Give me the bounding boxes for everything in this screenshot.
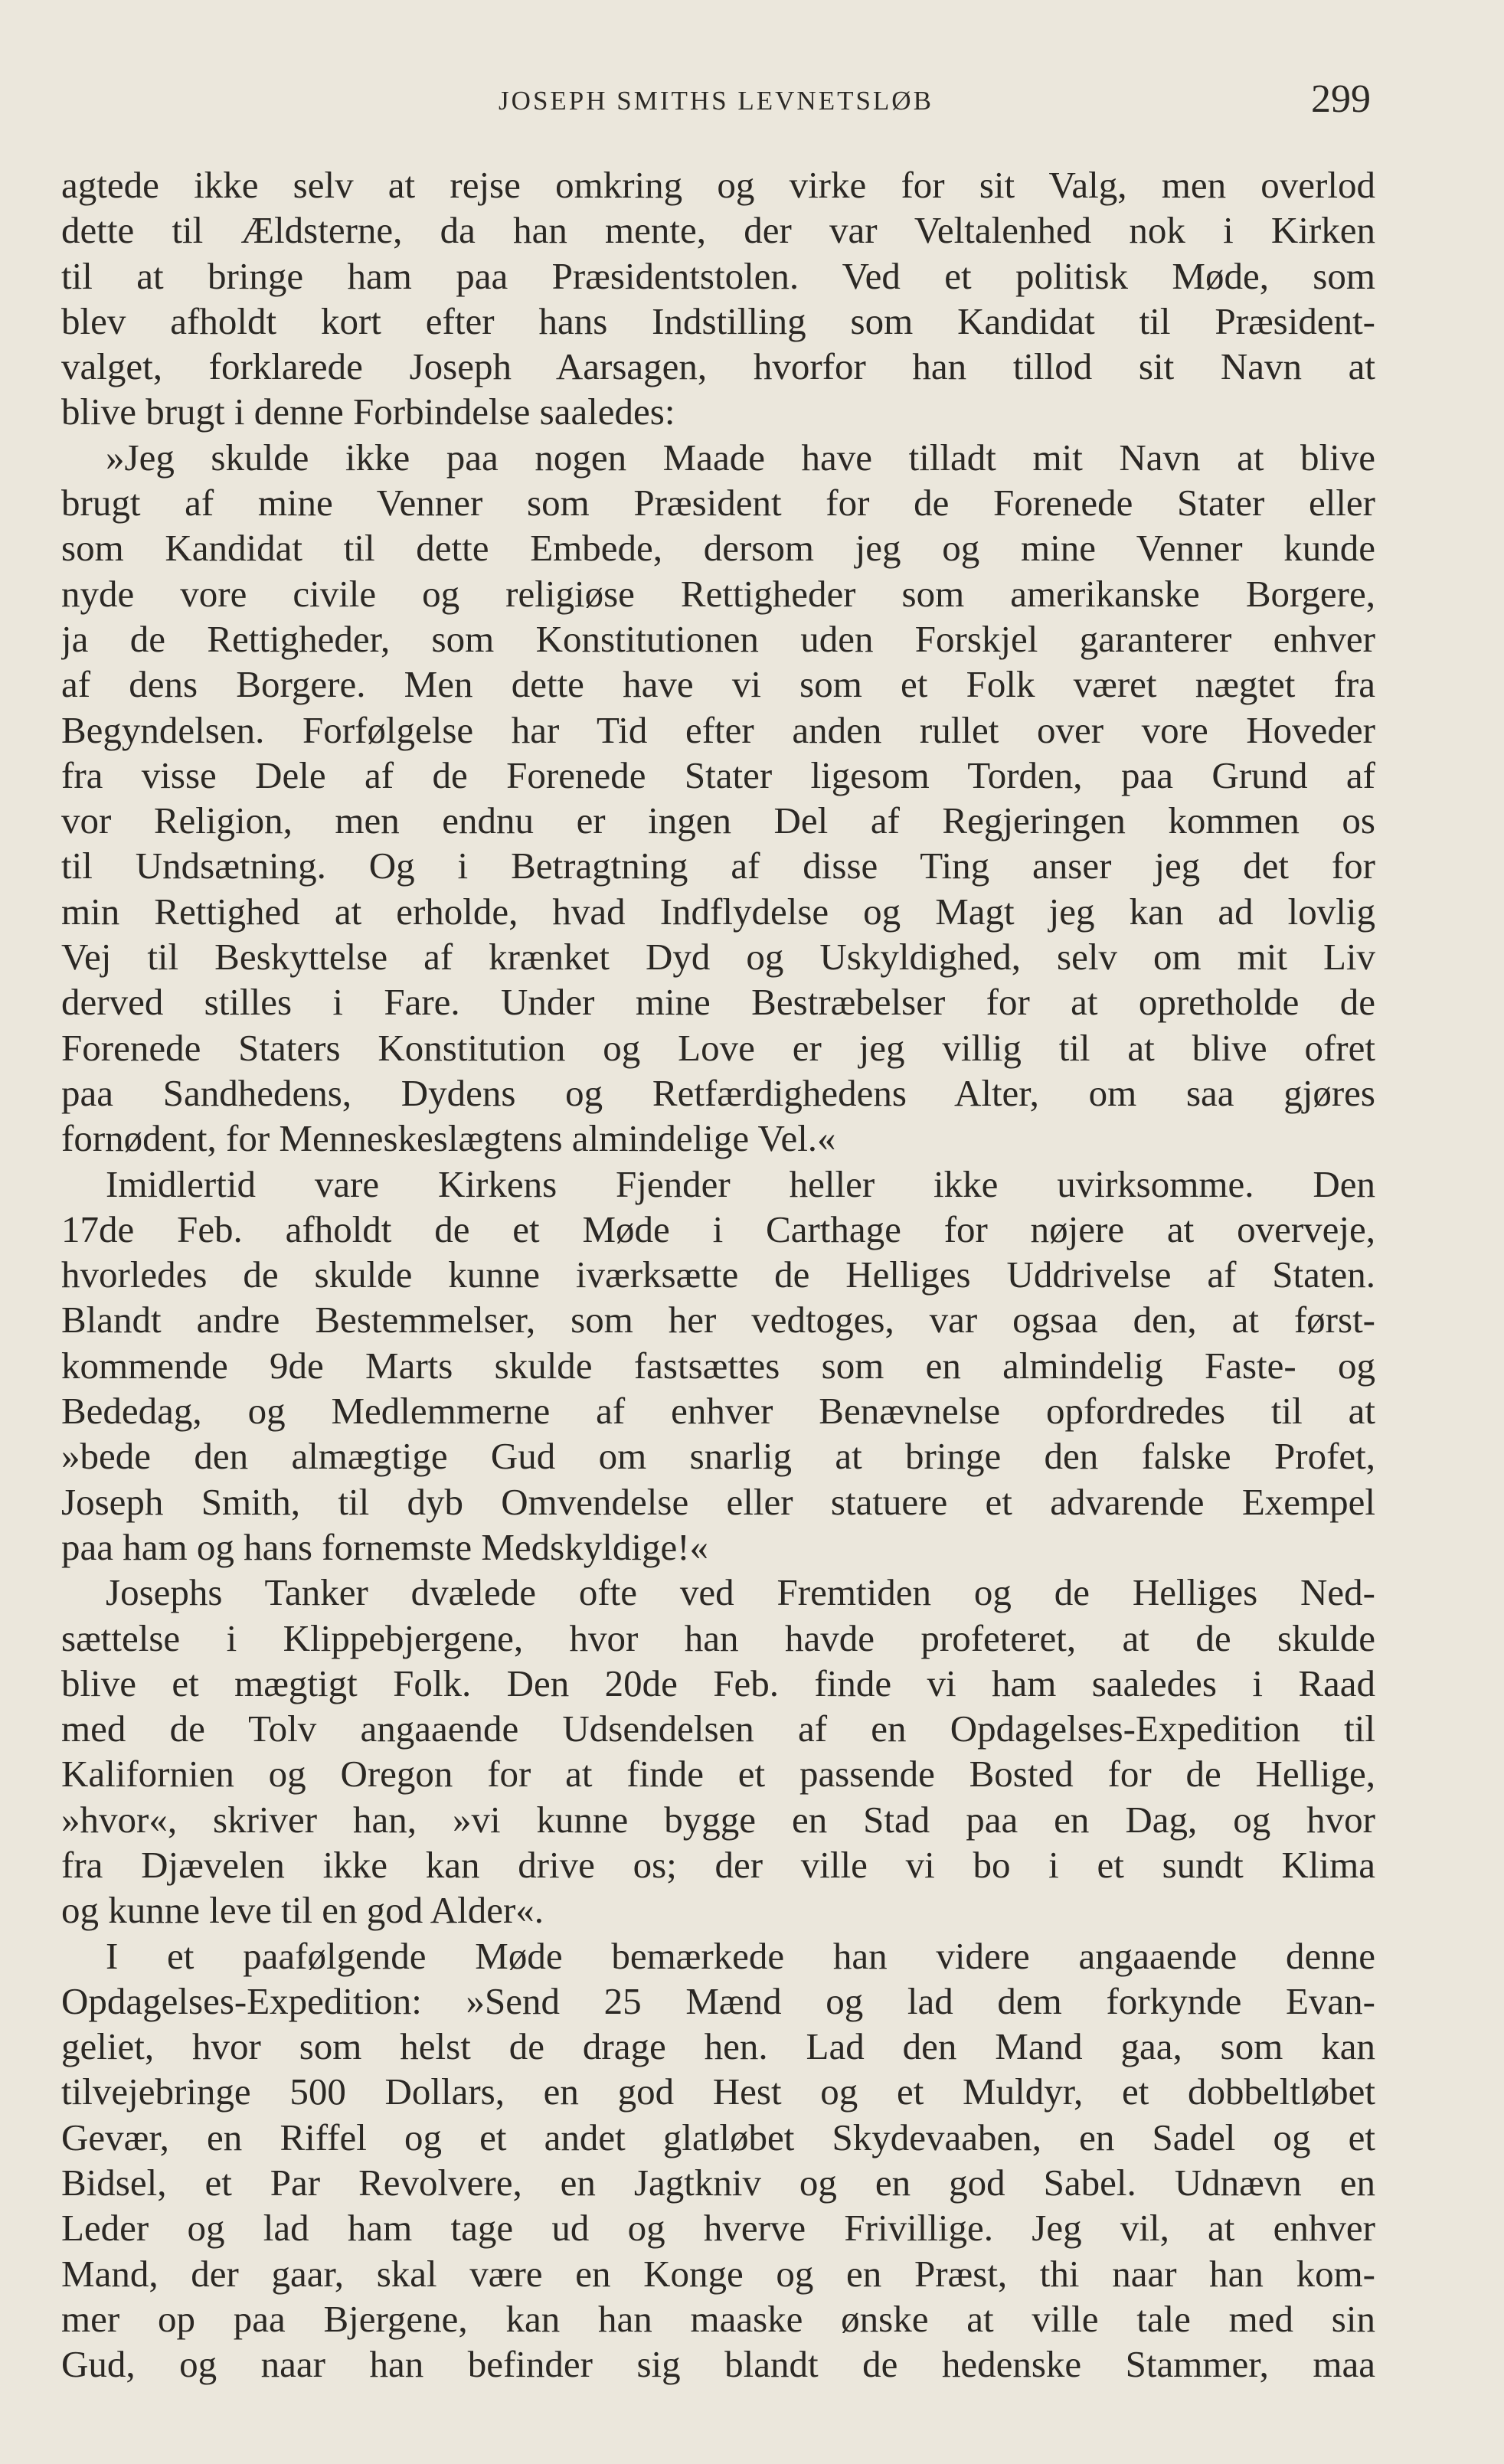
text-line: Forenede Staters Konstitution og Love er jeg villig til at blive ofret bbox=[61, 1026, 1375, 1069]
text-line: vor Religion, men endnu er ingen Del af Regjeringen kommen os bbox=[61, 799, 1375, 842]
text-line: Bededag, og Medlemmerne af enhver Benævnelse opfordredes til at bbox=[61, 1390, 1375, 1433]
text-line: fra visse Dele af de Forenede Stater ligesom Torden, paa Grund af bbox=[61, 753, 1375, 796]
text-line: Joseph Smith, til dyb Omvendelse eller statuere et advarende Exempel bbox=[61, 1480, 1375, 1523]
text-line: fornødent, for Menneskeslægtens almindelige Vel.« bbox=[61, 1117, 836, 1160]
text-line: Leder og lad ham tage ud og hverve Frivillige. Jeg vil, at enhver bbox=[61, 2207, 1375, 2250]
text-line: Blandt andre Bestemmelser, som her vedtoges, var ogsaa den, at først- bbox=[61, 1299, 1375, 1341]
text-line: 17de Feb. afholdt de et Møde i Carthage for nøjere at overveje, bbox=[61, 1207, 1375, 1250]
text-line: dette til Ældsterne, da han mente, der var Veltalenhed nok i Kirken bbox=[61, 209, 1375, 252]
text-line: Gud, og naar han befinder sig blandt de hedenske Stammer, maa bbox=[61, 2343, 1375, 2386]
text-line: geliet, hvor som helst de drage hen. Lad den Mand gaa, som kan bbox=[61, 2025, 1375, 2068]
text-line: ja de Rettigheder, som Konstitutionen uden Forskjel garanterer enhver bbox=[61, 617, 1375, 660]
text-line: I et paafølgende Møde bemærkede han videre angaaende denne bbox=[106, 1934, 1375, 1977]
text-line: Begyndelsen. Forfølgelse har Tid efter anden rullet over vore Hoveder bbox=[61, 708, 1375, 751]
text-line: paa Sandhedens, Dydens og Retfærdighedens Alter, om saa gjøres bbox=[61, 1071, 1375, 1114]
text-line: blive brugt i denne Forbindelse saaledes: bbox=[61, 391, 675, 433]
text-line: Bidsel, et Par Revolvere, en Jagtkniv og en god Sabel. Udnævn en bbox=[61, 2162, 1375, 2204]
page-number: 299 bbox=[1311, 77, 1371, 121]
text-line: »bede den almægtige Gud om snarlig at bringe den falske Profet, bbox=[61, 1435, 1375, 1478]
text-line: agtede ikke selv at rejse omkring og virke for sit Valg, men overlod bbox=[61, 164, 1375, 206]
text-line: hvorledes de skulde kunne iværksætte de Helliges Uddrivelse af Staten. bbox=[61, 1253, 1375, 1296]
text-line: med de Tolv angaaende Udsendelsen af en Opdagelses-Expedition til bbox=[61, 1707, 1375, 1750]
text-line: Gevær, en Riffel og et andet glatløbet Skydevaaben, en Sadel og et bbox=[61, 2116, 1375, 2158]
text-line: »Jeg skulde ikke paa nogen Maade have tilladt mit Navn at blive bbox=[106, 436, 1375, 479]
text-line: kommende 9de Marts skulde fastsættes som en almindelig Faste- og bbox=[61, 1344, 1375, 1387]
text-line: Kalifornien og Oregon for at finde et passende Bosted for de Hellige, bbox=[61, 1753, 1375, 1796]
text-line: paa ham og hans fornemste Medskyldige!« bbox=[61, 1525, 709, 1568]
text-line: blive et mægtigt Folk. Den 20de Feb. finde vi ham saaledes i Raad bbox=[61, 1662, 1375, 1704]
running-head bbox=[61, 77, 1371, 123]
text-line: som Kandidat til dette Embede, dersom jeg og mine Venner kunde bbox=[61, 527, 1375, 570]
text-line: Imidlertid vare Kirkens Fjender heller ikke uvirksomme. Den bbox=[106, 1162, 1375, 1205]
text-line: af dens Borgere. Men dette have vi som et Folk været nægtet fra bbox=[61, 663, 1375, 706]
text-line: nyde vore civile og religiøse Rettigheder som amerikanske Borgere, bbox=[61, 572, 1375, 615]
text-line: derved stilles i Fare. Under mine Bestræbelser for at opretholde de bbox=[61, 981, 1375, 1024]
text-line: min Rettighed at erholde, hvad Indflydelse og Magt jeg kan ad lovlig bbox=[61, 890, 1375, 933]
text-line: tilvejebringe 500 Dollars, en god Hest og et Muldyr, et dobbeltløbet bbox=[61, 2070, 1375, 2113]
text-line: og kunne leve til en god Alder«. bbox=[61, 1889, 544, 1932]
text-line: sættelse i Klippebjergene, hvor han havde profeteret, at de skulde bbox=[61, 1616, 1375, 1659]
text-line: brugt af mine Venner som Præsident for de Forenede Stater eller bbox=[61, 482, 1375, 524]
text-line: til Undsætning. Og i Betragtning af disse Ting anser jeg det for bbox=[61, 845, 1375, 887]
running-title: JOSEPH SMITHS LEVNETSLØB bbox=[499, 86, 933, 116]
text-line: »hvor«, skriver han, »vi kunne bygge en Stad paa en Dag, og hvor bbox=[61, 1798, 1375, 1841]
text-line: fra Djævelen ikke kan drive os; der ville vi bo i et sundt Klima bbox=[61, 1843, 1375, 1886]
body-text bbox=[61, 162, 1375, 2387]
text-line: mer op paa Bjergene, kan han maaske ønske at ville tale med sin bbox=[61, 2297, 1375, 2340]
text-line: valget, forklarede Joseph Aarsagen, hvorfor han tillod sit Navn at bbox=[61, 345, 1375, 388]
text-line: Mand, der gaar, skal være en Konge og en Præst, thi naar han kom- bbox=[61, 2252, 1375, 2295]
text-line: til at bringe ham paa Præsidentstolen. Ved et politisk Møde, som bbox=[61, 254, 1375, 297]
text-line: Josephs Tanker dvælede ofte ved Fremtiden og de Helliges Ned- bbox=[106, 1571, 1375, 1614]
text-line: Vej til Beskyttelse af krænket Dyd og Uskyldighed, selv om mit Liv bbox=[61, 936, 1375, 979]
text-line: blev afholdt kort efter hans Indstilling som Kandidat til Præsident- bbox=[61, 299, 1375, 342]
text-line: Opdagelses-Expedition: »Send 25 Mænd og lad dem forkynde Evan- bbox=[61, 1979, 1375, 2022]
